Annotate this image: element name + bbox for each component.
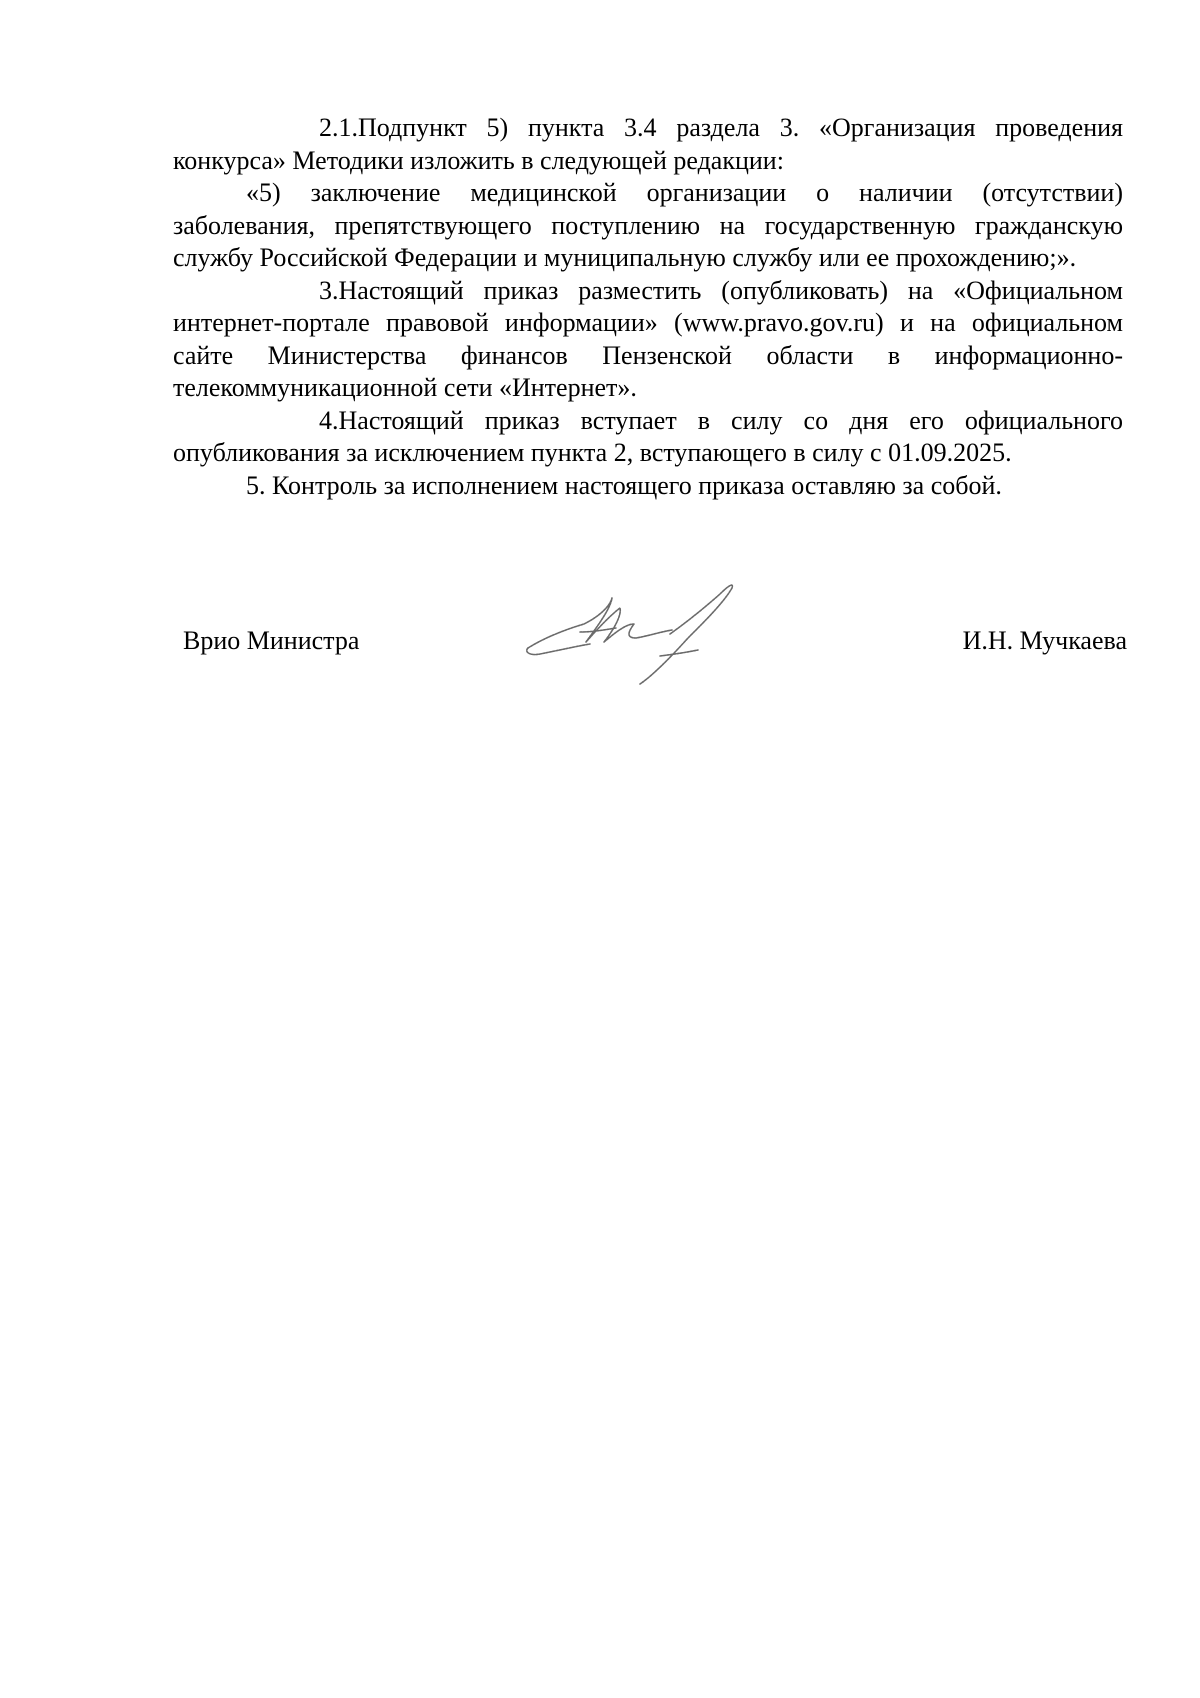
paragraph-text: Настоящий приказ вступает в силу со дня его официального опубликования за исключением пункта 2, вступающего в силу с 01.09.2025. bbox=[173, 405, 1123, 467]
paragraph-text: Настоящий приказ разместить (опубликовать) на «Официальном интернет-портале правовой информации» (www.pravo.gov.ru) и на официальном сайте Министерства финансов Пензенской области в информационно-телекоммуникационной сети «Интернет». bbox=[173, 275, 1123, 402]
signature-block bbox=[0, 580, 1200, 700]
paragraph-4 bbox=[173, 405, 1123, 470]
paragraph-number: 3. bbox=[319, 275, 339, 305]
paragraph-quote-5 bbox=[173, 177, 1123, 275]
paragraph-text: 5. Контроль за исполнением настоящего приказа оставляю за собой. bbox=[246, 470, 1002, 500]
signatory-position: Врио Министра bbox=[183, 626, 360, 655]
paragraph-text: Подпункт 5) пункта 3.4 раздела 3. «Организация проведения конкурса» Методики изложить в следующей редакции: bbox=[173, 113, 1123, 175]
paragraph-3 bbox=[173, 275, 1123, 405]
paragraph-text: «5) заключение медицинской организации о наличии (отсутствии) заболевания, препятствующего поступлению на государственную гражданскую службу Российской Федерации и муниципальную службу или ее прохождению;». bbox=[173, 178, 1123, 272]
paragraph-2-1 bbox=[173, 112, 1123, 177]
signatory-name: И.Н. Мучкаева bbox=[962, 626, 1127, 655]
paragraph-number: 2.1. bbox=[319, 113, 358, 142]
document-body bbox=[173, 112, 1123, 502]
handwritten-signature bbox=[520, 580, 760, 690]
paragraph-5 bbox=[173, 470, 1123, 503]
paragraph-number: 4. bbox=[319, 405, 339, 435]
